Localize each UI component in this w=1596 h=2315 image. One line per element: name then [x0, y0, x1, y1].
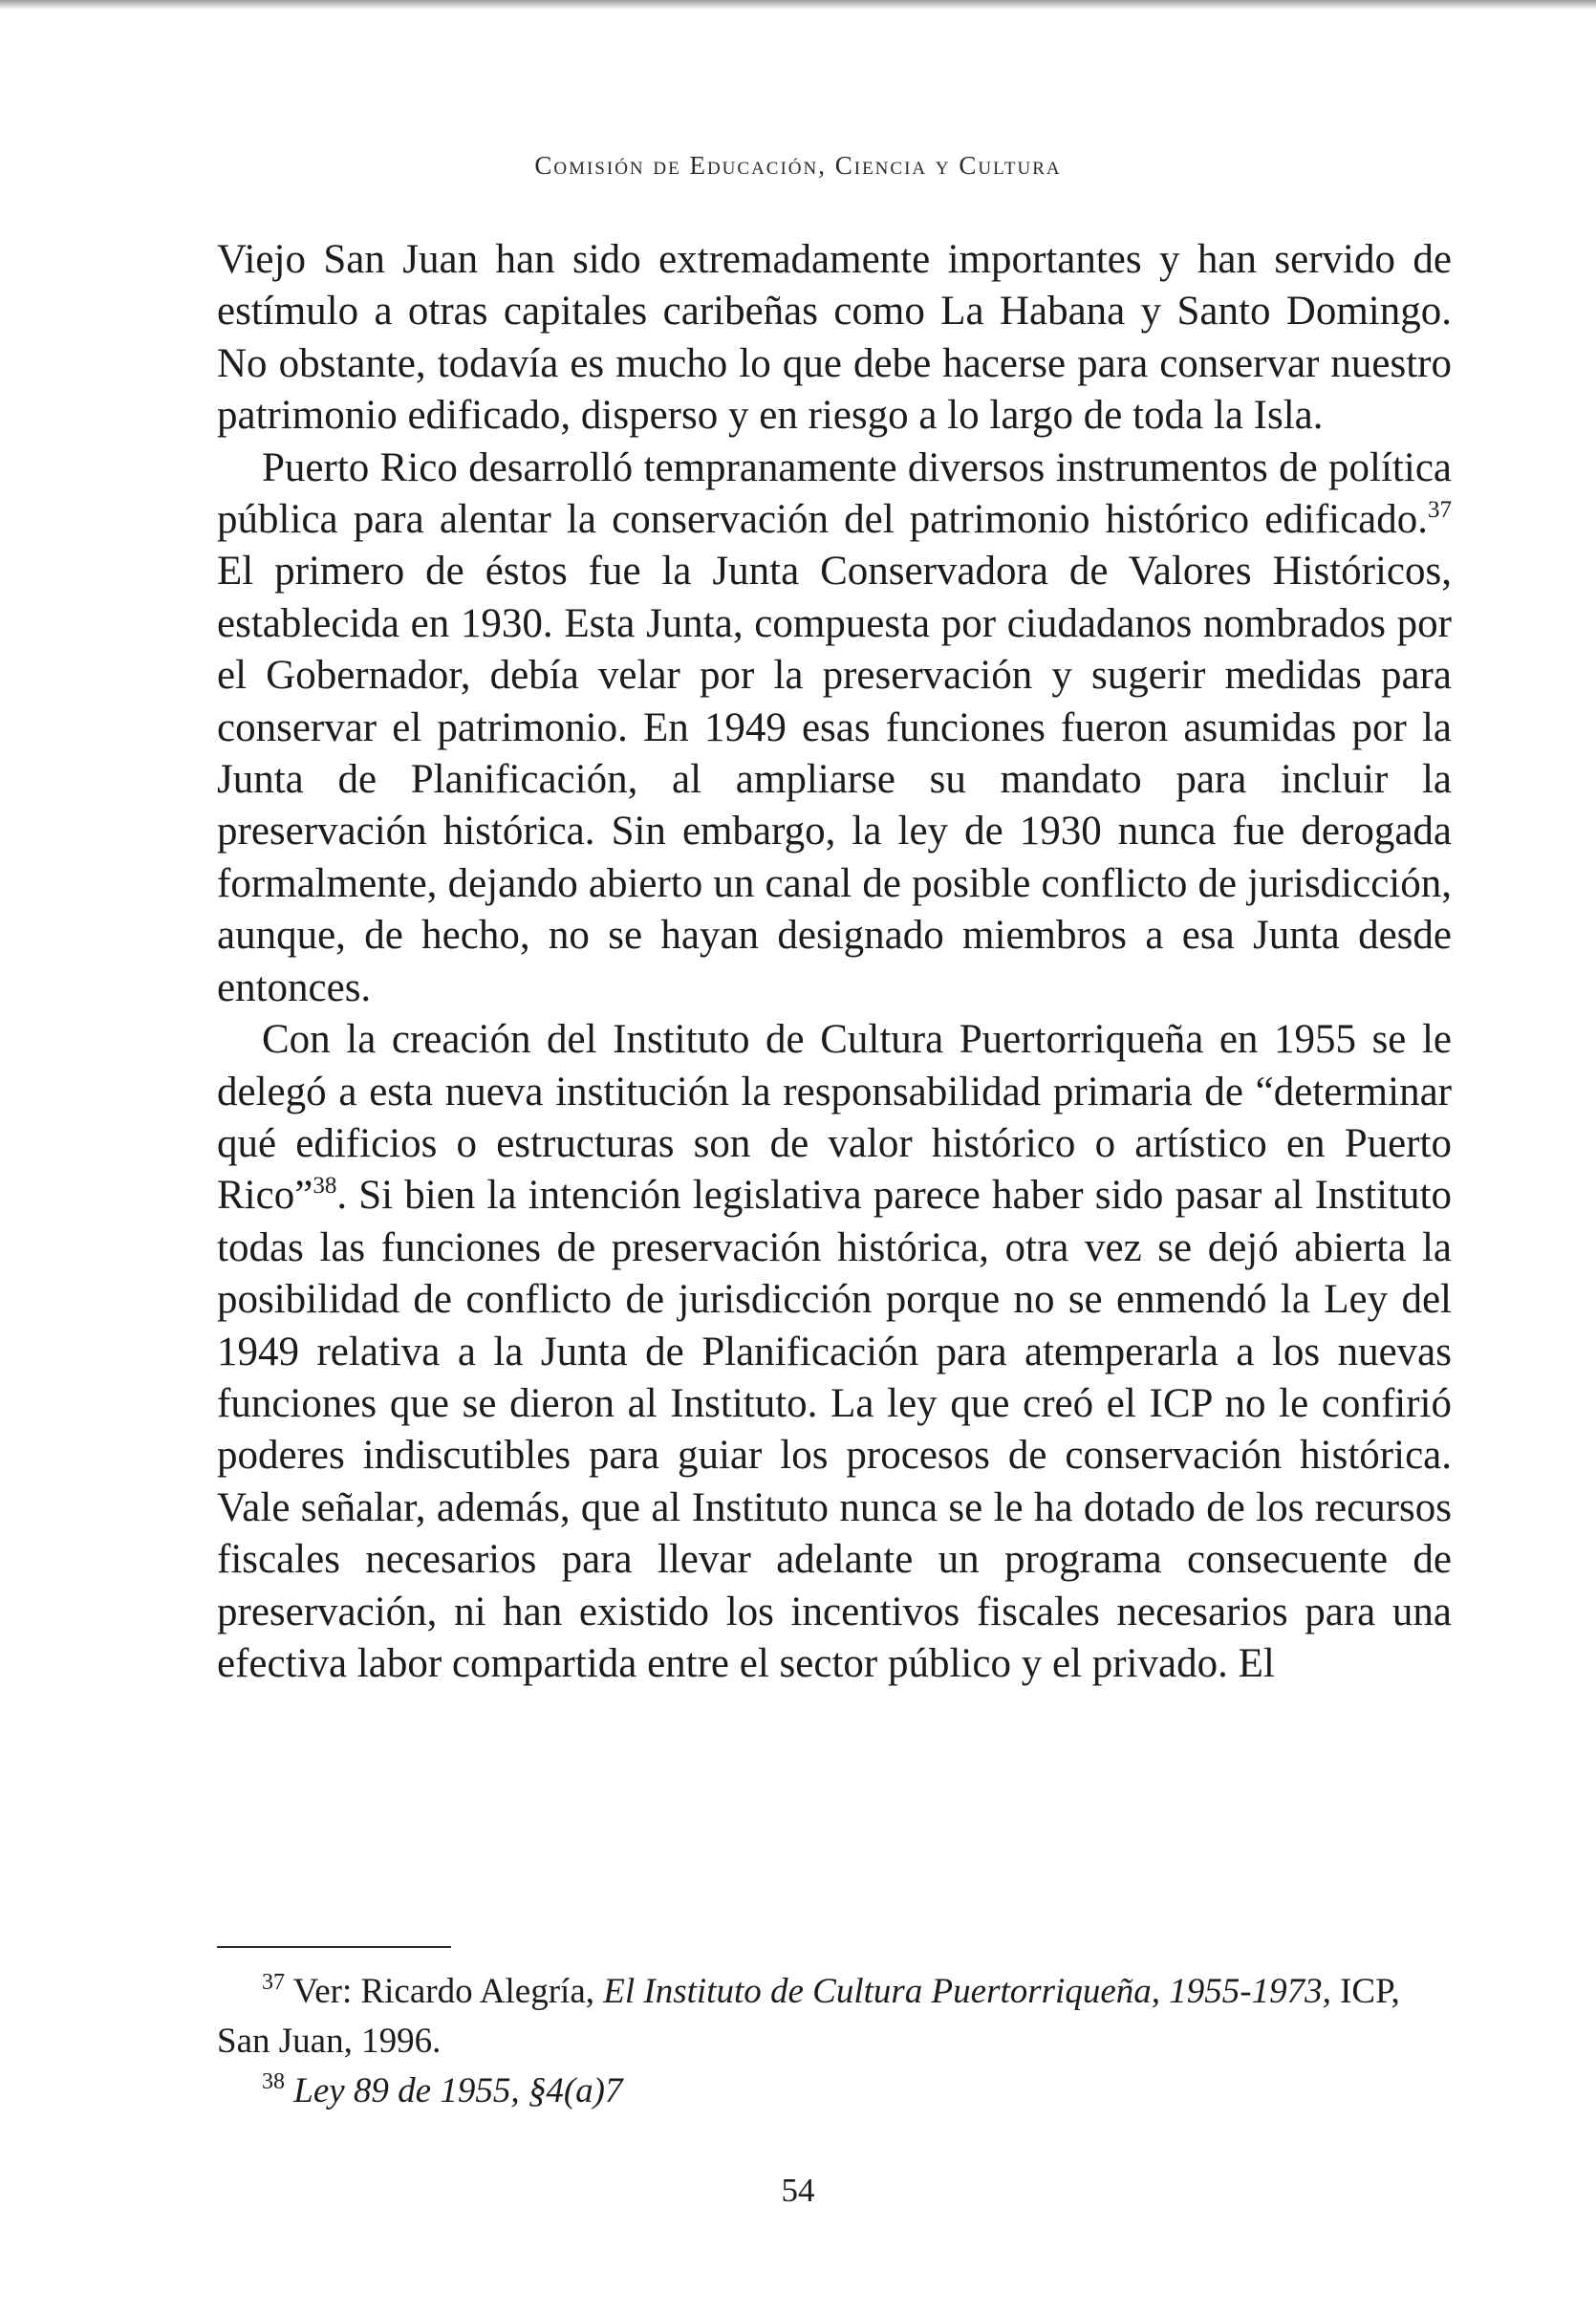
paragraph-text: El primero de éstos fue la Junta Conservadora de Valores Históricos, establecida en 1930. Esta Junta, compuesta por ciudadanos nombrados por el Gobernador, debía velar por la preservación y sugerir medidas para conservar el patrimonio. En 1949 esas funciones fueron asumidas por la Junta de Planificación, al ampliarse su mandato para incluir la preservación histórica. Sin embargo, la ley de 1930 nunca fue derogada formalmente, dejando abierto un canal de posible conflicto de jurisdicción, aunque, de hecho, no se hayan designado miembros a esa Junta desde entonces. [217, 549, 1452, 1010]
footnote [217, 1967, 1452, 2066]
paragraph-text: Puerto Rico desarrolló tempranamente diversos instrumentos de política pública para alentar la conservación del patrimonio histórico edificado. [217, 444, 1452, 543]
footnote-number: 37 [262, 1970, 285, 1995]
paragraph: Viejo San Juan han sido extremadamente importantes y han servido de estímulo a otras capitales caribeñas como La Habana y Santo Domingo. No obstante, todavía es mucho lo que debe hacerse para conservar nuestro patrimonio edificado, disperso y en riesgo a lo largo de toda la Isla. [217, 237, 1452, 439]
page-top-edge [0, 0, 1596, 10]
paragraph [217, 443, 1452, 1014]
footnote-reference[interactable]: 37 [1428, 497, 1452, 524]
paragraph-text: Con la creación del Instituto de Cultura Puertorriqueña en 1955 se le delegó a esta nueva institución la responsabilidad primaria de “determinar qué edificios o estructuras son de valor histórico o artístico en Puerto Rico” [217, 1017, 1452, 1219]
body-text [217, 234, 1452, 1690]
footnote-number: 38 [262, 2069, 285, 2094]
footnote-title: Ley 89 de 1955, §4(a)7 [293, 2071, 623, 2110]
footnote-reference[interactable]: 38 [313, 1173, 337, 1200]
page-number: 54 [781, 2172, 815, 2209]
footnote-text: Ver: Ricardo Alegría, [285, 1972, 604, 2011]
footnote [217, 2066, 1452, 2116]
footnote-text: ICP, San Juan, 1996. [217, 1972, 1400, 2061]
footnote-text [285, 2071, 293, 2110]
footnote-title: El Instituto de Cultura Puertorriqueña, 1955-1973, [603, 1972, 1331, 2011]
footnote-separator [217, 1946, 451, 1948]
paragraph-text: . Si bien la intención legislativa parece haber sido pasar al Instituto todas las funciones de preservación histórica, otra vez se dejó abierta la posibilidad de conflicto de jurisdicción porque no se enmendó la Ley del 1949 relativa a la Junta de Planificación para atemperarla a los nuevas funciones que se dieron al Instituto. La ley que creó el ICP no le confirió poderes indiscutibles para guiar los procesos de conservación histórica. Vale señalar, además, que al Instituto nunca se le ha dotado de los recursos fiscales necesarios para llevar adelante un programa consecuente de preservación, ni han existido los incentivos fiscales necesarios para una efectiva labor compartida entre el sector público y el privado. El [217, 1173, 1452, 1686]
running-header: Comisión de Educación, Ciencia y Cultura [534, 151, 1062, 180]
paragraph [217, 1014, 1452, 1690]
footnotes [217, 1967, 1452, 2116]
